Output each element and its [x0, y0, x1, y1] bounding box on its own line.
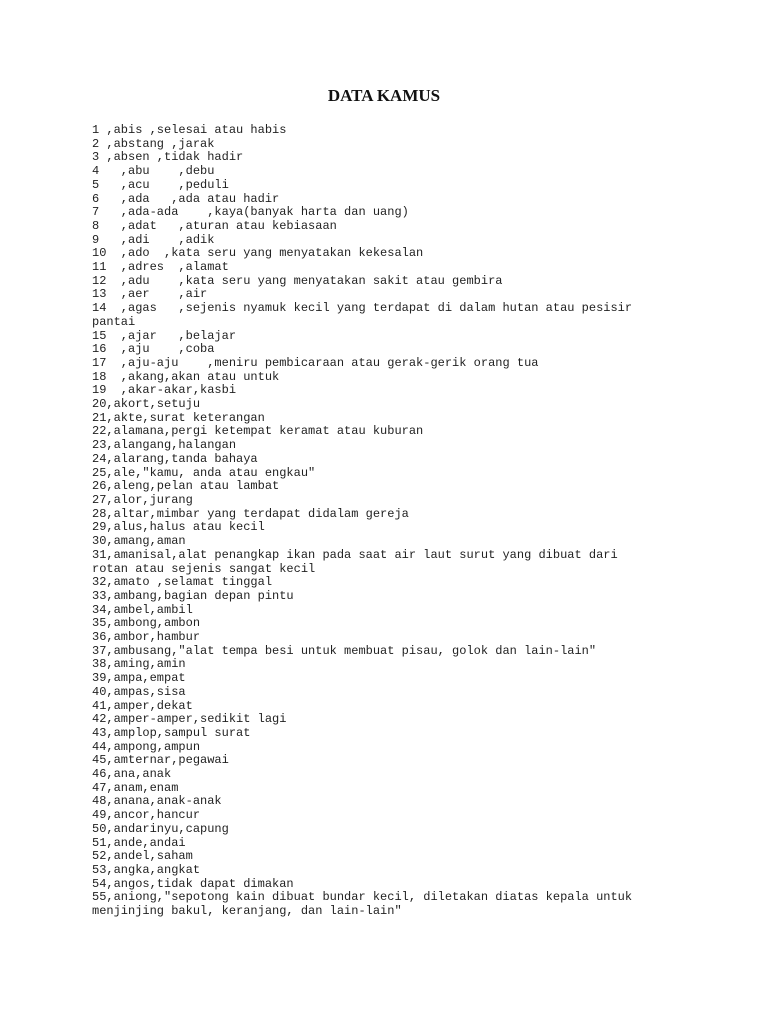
- dictionary-line: rotan atau sejenis sangat kecil: [92, 561, 316, 576]
- dictionary-line: 9 ,adi ,adik: [92, 232, 215, 247]
- dictionary-line: 10 ,ado ,kata seru yang menyatakan kekesalan: [92, 246, 424, 261]
- dictionary-line: 46,ana,anak: [92, 767, 172, 782]
- dictionary-line: 55,aniong,"sepotong kain dibuat bundar kecil, diletakan diatas kepala untuk: [92, 890, 633, 905]
- dictionary-line: 37,ambusang,"alat tempa besi untuk membuat pisau, golok dan lain-lain": [92, 643, 597, 658]
- dictionary-line: 3 ,absen ,tidak hadir: [92, 150, 244, 165]
- dictionary-line: 39,ampa,empat: [92, 671, 186, 686]
- dictionary-entries: [92, 124, 692, 919]
- dictionary-line: 15 ,ajar ,belajar: [92, 328, 237, 343]
- dictionary-line: 4 ,abu ,debu: [92, 164, 215, 179]
- dictionary-line: 48,anana,anak-anak: [92, 794, 222, 809]
- dictionary-line: 14 ,agas ,sejenis nyamuk kecil yang terdapat di dalam hutan atau pesisir: [92, 301, 633, 316]
- dictionary-line: 1 ,abis ,selesai atau habis: [92, 123, 287, 137]
- dictionary-line: 41,amper,dekat: [92, 698, 193, 713]
- dictionary-line: 7 ,ada-ada ,kaya(banyak harta dan uang): [92, 205, 409, 220]
- dictionary-line: 49,ancor,hancur: [92, 808, 201, 823]
- dictionary-line: 20,akort,setuju: [92, 397, 201, 412]
- dictionary-line: 22,alamana,pergi ketempat keramat atau kuburan: [92, 424, 424, 439]
- dictionary-line: 6 ,ada ,ada atau hadir: [92, 191, 280, 206]
- dictionary-line: 50,andarinyu,capung: [92, 821, 229, 836]
- dictionary-line: 35,ambong,ambon: [92, 616, 201, 631]
- dictionary-line: 13 ,aer ,air: [92, 287, 208, 302]
- dictionary-line: 12 ,adu ,kata seru yang menyatakan sakit atau gembira: [92, 273, 503, 288]
- dictionary-line: pantai: [92, 314, 136, 329]
- dictionary-line: 53,angka,angkat: [92, 862, 201, 877]
- dictionary-line: 51,ande,andai: [92, 835, 186, 850]
- dictionary-line: 47,anam,enam: [92, 780, 179, 795]
- dictionary-line: 32,amato ,selamat tinggal: [92, 575, 273, 590]
- dictionary-line: 11 ,adres ,alamat: [92, 260, 229, 275]
- dictionary-line: 16 ,aju ,coba: [92, 342, 215, 357]
- dictionary-line: 8 ,adat ,aturan atau kebiasaan: [92, 218, 337, 233]
- dictionary-line: 33,ambang,bagian depan pintu: [92, 588, 294, 603]
- dictionary-line: 31,amanisal,alat penangkap ikan pada saat air laut surut yang dibuat dari: [92, 547, 618, 562]
- dictionary-line: 24,alarang,tanda bahaya: [92, 451, 258, 466]
- dictionary-line: 36,ambor,hambur: [92, 630, 201, 645]
- dictionary-line: 54,angos,tidak dapat dimakan: [92, 876, 294, 891]
- dictionary-line: 43,amplop,sampul surat: [92, 725, 251, 740]
- page-title: DATA KAMUS: [327, 86, 441, 105]
- dictionary-line: menjinjing bakul, keranjang, dan lain-lain": [92, 904, 402, 919]
- dictionary-line: 38,aming,amin: [92, 657, 186, 672]
- dictionary-line: 52,andel,saham: [92, 849, 193, 864]
- dictionary-line: 40,ampas,sisa: [92, 684, 186, 699]
- dictionary-line: 42,amper-amper,sedikit lagi: [92, 712, 287, 727]
- dictionary-line: 29,alus,halus atau kecil: [92, 520, 265, 535]
- dictionary-line: 21,akte,surat keterangan: [92, 410, 265, 425]
- dictionary-line: 44,ampong,ampun: [92, 739, 201, 754]
- dictionary-line: 26,aleng,pelan atau lambat: [92, 479, 280, 494]
- dictionary-line: 30,amang,aman: [92, 534, 186, 549]
- dictionary-line: 27,alor,jurang: [92, 492, 193, 507]
- dictionary-line: 34,ambel,ambil: [92, 602, 193, 617]
- dictionary-line: 45,amternar,pegawai: [92, 753, 229, 768]
- dictionary-line: 25,ale,"kamu, anda atau engkau": [92, 465, 316, 480]
- dictionary-line: 23,alangang,halangan: [92, 438, 237, 453]
- dictionary-line: 2 ,abstang ,jarak: [92, 136, 215, 151]
- dictionary-line: 28,altar,mimbar yang terdapat didalam gereja: [92, 506, 409, 521]
- dictionary-line: 18 ,akang,akan atau untuk: [92, 369, 280, 384]
- dictionary-line: 17 ,aju-aju ,meniru pembicaraan atau gerak-gerik orang tua: [92, 355, 539, 370]
- dictionary-line: 5 ,acu ,peduli: [92, 177, 229, 192]
- dictionary-line: 19 ,akar-akar,kasbi: [92, 383, 237, 398]
